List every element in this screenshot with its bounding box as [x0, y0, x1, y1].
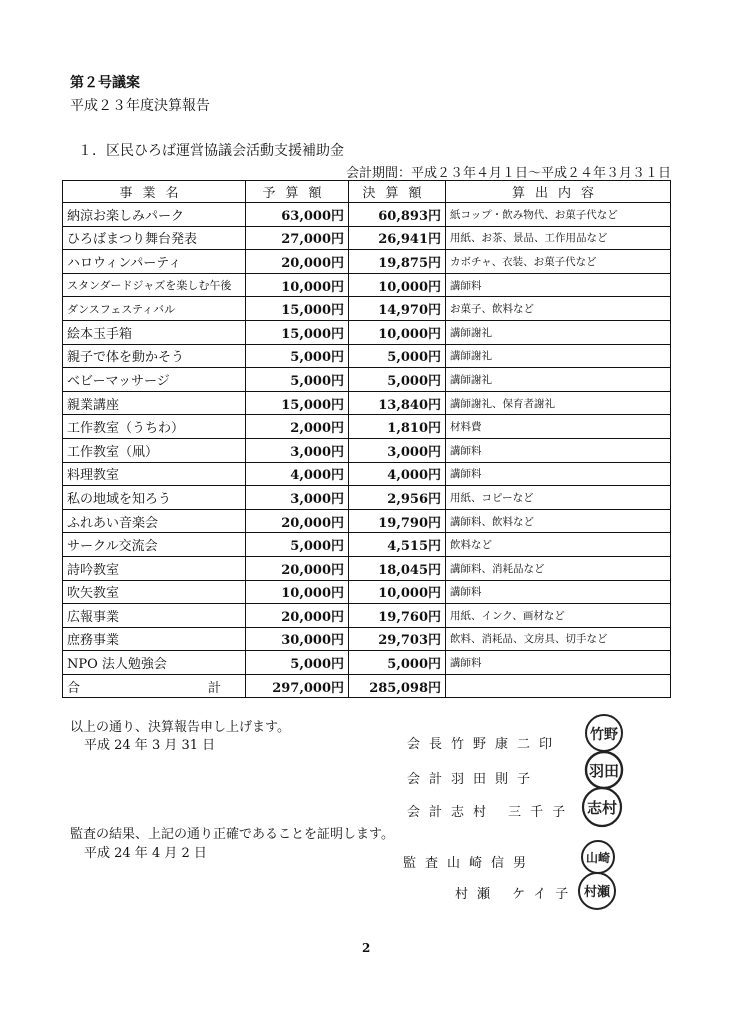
table-row: [63, 320, 671, 344]
cell-name: 工作教室（うちわ）: [63, 415, 246, 439]
cell-budget: 15,000円: [246, 297, 349, 321]
cell-content: 講師料: [446, 438, 671, 462]
cell-actual: 3,000円: [349, 438, 446, 462]
seal-accountant-2-icon: [578, 785, 626, 829]
cell-name: 親業講座: [63, 391, 246, 415]
cell-budget: 20,000円: [246, 509, 349, 533]
cell-actual: 10,000円: [349, 320, 446, 344]
cell-budget: 15,000円: [246, 391, 349, 415]
cell-content: 講師料: [446, 651, 671, 675]
cell-actual: 19,875円: [349, 250, 446, 274]
seal-accountant-2-text: 志村: [586, 799, 618, 817]
table-row: [63, 368, 671, 392]
cell-budget: 5,000円: [246, 533, 349, 557]
cell-name: 庶務事業: [63, 627, 246, 651]
cell-name: スタンダードジャズを楽しむ午後: [63, 273, 246, 297]
cell-name: 広報事業: [63, 604, 246, 628]
audit-statement: 監査の結果、上記の通り正確であることを証明します。: [70, 827, 394, 842]
cell-name: 工作教室（凧）: [63, 438, 246, 462]
cell-name: ダンスフェスティバル: [63, 297, 246, 321]
cell-total-content: [446, 674, 671, 698]
cell-content: 講師謝礼: [446, 320, 671, 344]
cell-actual: 26,941円: [349, 226, 446, 250]
cell-actual: 10,000円: [349, 273, 446, 297]
cell-content: 講師料、消耗品など: [446, 556, 671, 580]
cell-name: ふれあい音楽会: [63, 509, 246, 533]
cell-budget: 5,000円: [246, 344, 349, 368]
cell-actual: 19,790円: [349, 509, 446, 533]
cell-name: 納涼お楽しみパーク: [63, 203, 246, 227]
cell-budget: 2,000円: [246, 415, 349, 439]
cell-actual: 60,893円: [349, 203, 446, 227]
cell-content: 講師料: [446, 273, 671, 297]
cell-content: 紙コップ・飲み物代、お菓子代など: [446, 203, 671, 227]
cell-actual: 4,515円: [349, 533, 446, 557]
cell-budget: 3,000円: [246, 486, 349, 510]
audit-date: 平成 24 年 4 月 2 日: [84, 846, 207, 861]
cell-budget: 5,000円: [246, 368, 349, 392]
closing-statement: 以上の通り、決算報告申し上げます。: [70, 720, 290, 735]
cell-total-actual: 285,098円: [349, 674, 446, 698]
cell-budget: 10,000円: [246, 273, 349, 297]
table-row: [63, 273, 671, 297]
header-actual: 決算額: [349, 181, 446, 203]
page-number: 2: [362, 941, 371, 955]
cell-budget: 20,000円: [246, 556, 349, 580]
cell-budget: 30,000円: [246, 627, 349, 651]
table-row: [63, 533, 671, 557]
cell-name: NPO 法人勉強会: [63, 651, 246, 675]
cell-actual: 14,970円: [349, 297, 446, 321]
cell-content: 用紙、コピーなど: [446, 486, 671, 510]
table-body: [63, 203, 671, 698]
table-row: [63, 203, 671, 227]
signature-chair: 会長竹野康二印: [407, 737, 562, 752]
cell-name: 料理教室: [63, 462, 246, 486]
cell-budget: 10,000円: [246, 580, 349, 604]
header-content: 算出内容: [446, 181, 671, 203]
cell-content: 講師料: [446, 462, 671, 486]
cell-actual: 4,000円: [349, 462, 446, 486]
cell-total-label: [63, 674, 246, 698]
cell-actual: 19,760円: [349, 604, 446, 628]
cell-name: ベビーマッサージ: [63, 368, 246, 392]
cell-budget: 63,000円: [246, 203, 349, 227]
table-row: [63, 344, 671, 368]
table-row: [63, 438, 671, 462]
cell-name: ひろばまつり舞台発表: [63, 226, 246, 250]
cell-name: 吹矢教室: [63, 580, 246, 604]
signature-accountant-1: 会計羽田則子: [407, 772, 540, 787]
table-header-row: [63, 181, 671, 203]
total-label-part: 合: [67, 680, 81, 696]
table-row: [63, 580, 671, 604]
cell-content: 講師料、飲料など: [446, 509, 671, 533]
cell-content: カボチャ、衣装、お菓子代など: [446, 250, 671, 274]
table-row: [63, 486, 671, 510]
cell-budget: 15,000円: [246, 320, 349, 344]
cell-actual: 1,810円: [349, 415, 446, 439]
cell-content: 飲料、消耗品、文房具、切手など: [446, 627, 671, 651]
cell-budget: 20,000円: [246, 250, 349, 274]
cell-budget: 5,000円: [246, 651, 349, 675]
budget-table: [62, 180, 671, 698]
cell-actual: 18,045円: [349, 556, 446, 580]
table-row: [63, 462, 671, 486]
signature-auditor-2: 村瀬 ケイ子: [455, 887, 578, 902]
closing-date: 平成 24 年 3 月 31 日: [84, 738, 216, 753]
accounting-period: 会計期間：平成２３年４月１日～平成２４年３月３１日: [345, 166, 671, 181]
cell-budget: 3,000円: [246, 438, 349, 462]
seal-auditor-2-text: 村瀬: [583, 885, 611, 900]
seal-accountant-1-text: 羽田: [588, 762, 620, 780]
cell-content: お菓子、飲料など: [446, 297, 671, 321]
agenda-number: 第２号議案: [70, 75, 140, 91]
cell-content: 材料費: [446, 415, 671, 439]
cell-content: 講師謝礼: [446, 368, 671, 392]
table-row: [63, 509, 671, 533]
cell-actual: 10,000円: [349, 580, 446, 604]
cell-actual: 13,840円: [349, 391, 446, 415]
cell-name: 詩吟教室: [63, 556, 246, 580]
seal-auditor-1-text: 山崎: [585, 851, 611, 865]
cell-total-budget: 297,000円: [246, 674, 349, 698]
cell-name: ハロウィンパーティ: [63, 250, 246, 274]
signature-auditor-1: 監査山崎信男: [403, 856, 536, 871]
cell-actual: 29,703円: [349, 627, 446, 651]
seal-chair-text: 竹野: [590, 727, 618, 743]
table-row: [63, 556, 671, 580]
report-title: 平成２３年度決算報告: [70, 98, 210, 114]
table-row: [63, 604, 671, 628]
cell-content: 講師謝礼、保育者謝礼: [446, 391, 671, 415]
cell-budget: 27,000円: [246, 226, 349, 250]
signature-accountant-2: 会計志村 三千子: [407, 805, 575, 820]
cell-name: 親子で体を動かそう: [63, 344, 246, 368]
cell-actual: 5,000円: [349, 651, 446, 675]
cell-actual: 5,000円: [349, 368, 446, 392]
seal-chair-icon: [583, 712, 625, 754]
total-label-part: 計: [207, 680, 221, 696]
table-row: [63, 250, 671, 274]
cell-content: 飲料など: [446, 533, 671, 557]
cell-content: 用紙、インク、画材など: [446, 604, 671, 628]
seal-accountant-1-icon: [580, 750, 628, 790]
header-name: 事業名: [63, 181, 246, 203]
table-row: [63, 226, 671, 250]
cell-name: サークル交流会: [63, 533, 246, 557]
table-row: [63, 651, 671, 675]
table-total-row: [63, 674, 671, 698]
header-budget: 予算額: [246, 181, 349, 203]
cell-actual: 2,956円: [349, 486, 446, 510]
cell-content: 講師料: [446, 580, 671, 604]
cell-content: 用紙、お茶、景品、工作用品など: [446, 226, 671, 250]
section-title: １．区民ひろば運営協議会活動支援補助金: [78, 143, 344, 159]
table-row: [63, 297, 671, 321]
table-row: [63, 415, 671, 439]
table-row: [63, 627, 671, 651]
cell-content: 講師謝礼: [446, 344, 671, 368]
cell-name: 私の地域を知ろう: [63, 486, 246, 510]
cell-budget: 20,000円: [246, 604, 349, 628]
cell-name: 絵本玉手箱: [63, 320, 246, 344]
seal-auditor-2-icon: [576, 870, 618, 912]
cell-budget: 4,000円: [246, 462, 349, 486]
cell-actual: 5,000円: [349, 344, 446, 368]
table-row: [63, 391, 671, 415]
